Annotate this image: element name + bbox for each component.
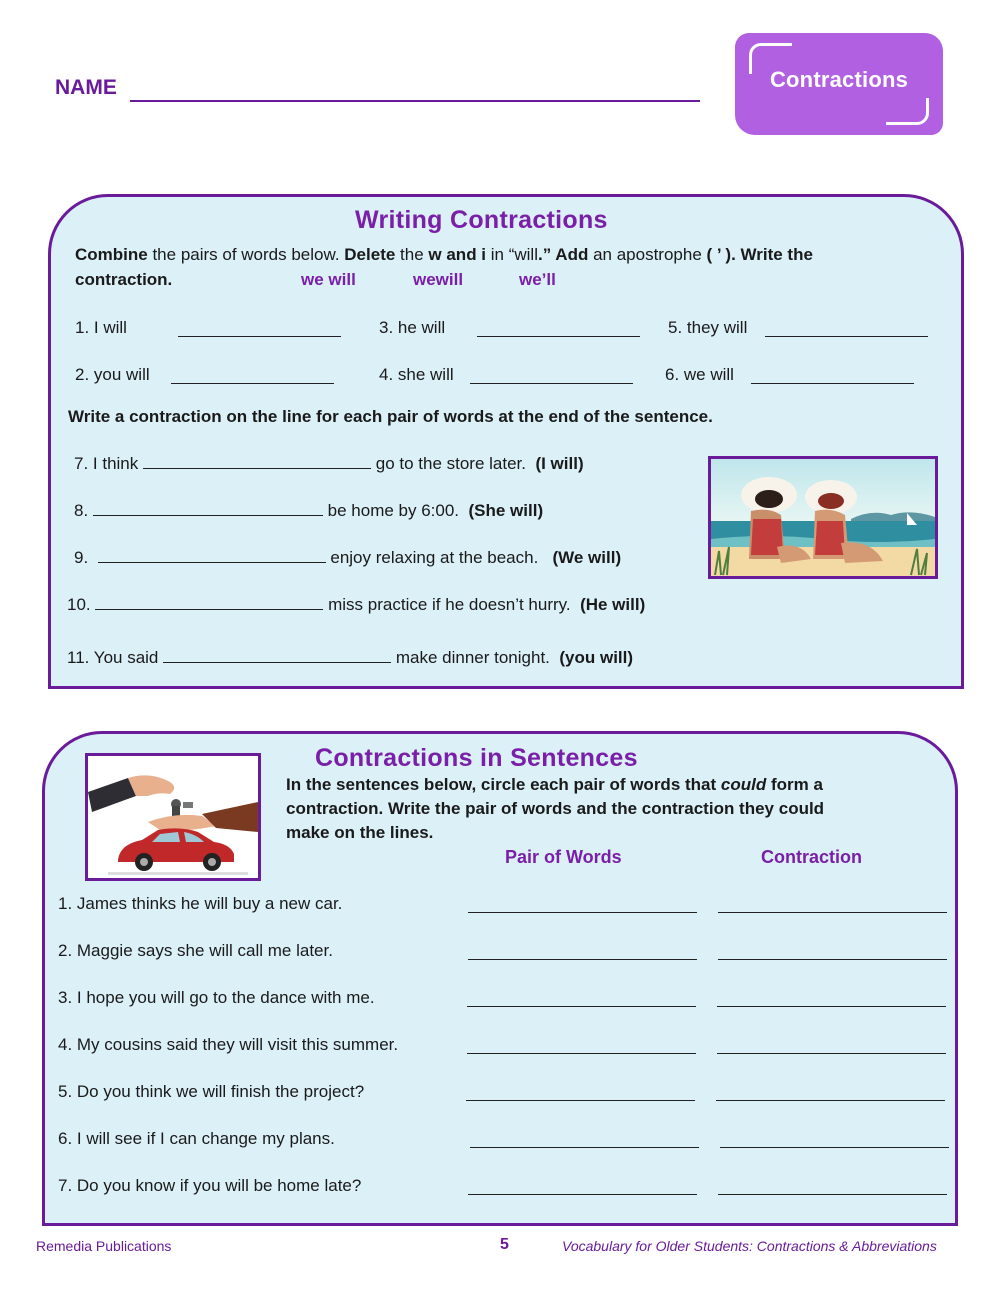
section1-sub-instruction: Write a contraction on the line for each pair of words at the end of the sentence.	[68, 407, 713, 426]
pair-answer-line[interactable]	[470, 1147, 699, 1148]
contraction-answer-line[interactable]	[718, 959, 947, 960]
sentence-item: 7. Do you know if you will be home late?	[58, 1176, 362, 1195]
answer-line[interactable]	[751, 383, 914, 384]
sentence-row: 10. miss practice if he doesn’t hurry. (He will)	[67, 595, 646, 614]
pair-item: 5. they will	[668, 318, 748, 337]
answer-line[interactable]	[93, 514, 323, 516]
contraction-answer-line[interactable]	[720, 1147, 949, 1148]
footer-book-title: Vocabulary for Older Students: Contractions & Abbreviations	[562, 1238, 937, 1254]
sentence-item: 4. My cousins said they will visit this summer.	[58, 1035, 399, 1054]
section1-title: Writing Contractions	[355, 206, 608, 234]
sentence-item: 1. James thinks he will buy a new car.	[58, 894, 343, 913]
sentence-row: 8. be home by 6:00. (She will)	[74, 501, 544, 520]
sentence-item: 6. I will see if I can change my plans.	[58, 1129, 335, 1148]
answer-line[interactable]	[178, 336, 341, 337]
beach-scene-svg	[711, 459, 935, 576]
footer-page-number: 5	[500, 1236, 509, 1253]
contraction-answer-line[interactable]	[718, 912, 947, 913]
contraction-answer-line[interactable]	[716, 1100, 945, 1101]
example-pair: we will	[301, 270, 356, 289]
contraction-answer-line[interactable]	[717, 1006, 946, 1007]
pair-item: 1. I will	[75, 318, 127, 337]
section2-title: Contractions in Sentences	[315, 744, 638, 772]
pair-item: 3. he will	[379, 318, 446, 337]
sentence-row: 11. You said make dinner tonight. (you will)	[67, 648, 634, 667]
pair-answer-line[interactable]	[468, 959, 697, 960]
section1-instructions-line2: contraction.	[75, 270, 173, 289]
pair-item: 6. we will	[665, 365, 734, 384]
answer-line[interactable]	[470, 383, 633, 384]
answer-line[interactable]	[95, 608, 323, 610]
sentence-row: 7. I think go to the store later. (I will)	[74, 454, 584, 473]
contraction-answer-line[interactable]	[717, 1053, 946, 1054]
contraction-answer-line[interactable]	[718, 1194, 947, 1195]
name-label: NAME	[55, 76, 117, 99]
topic-badge-label: Contractions	[769, 67, 909, 92]
pair-answer-line[interactable]	[466, 1100, 695, 1101]
name-input-line[interactable]	[130, 100, 700, 102]
example-contraction: we’ll	[519, 270, 556, 289]
badge-curl-decoration	[886, 98, 929, 125]
example-joined: wewill	[413, 270, 464, 289]
sentence-item: 2. Maggie says she will call me later.	[58, 941, 333, 960]
pair-answer-line[interactable]	[468, 1194, 697, 1195]
column-header-pair-of-words: Pair of Words	[505, 847, 622, 867]
car-keys-svg	[88, 756, 258, 878]
answer-line[interactable]	[163, 661, 391, 663]
car-keys-illustration	[85, 753, 261, 881]
answer-line[interactable]	[143, 467, 371, 469]
answer-line[interactable]	[765, 336, 928, 337]
section2-instructions-line2: contraction. Write the pair of words and the contraction they could	[286, 799, 825, 818]
topic-badge	[735, 33, 943, 135]
answer-line[interactable]	[477, 336, 640, 337]
pair-answer-line[interactable]	[467, 1053, 696, 1054]
beach-illustration	[708, 456, 938, 579]
sentence-item: 5. Do you think we will finish the project?	[58, 1082, 365, 1101]
answer-line[interactable]	[98, 561, 326, 563]
pair-item: 2. you will	[75, 365, 150, 384]
section2-instructions-line3: make on the lines.	[286, 823, 434, 842]
column-header-contraction: Contraction	[761, 847, 862, 867]
pair-answer-line[interactable]	[468, 912, 697, 913]
sentence-item: 3. I hope you will go to the dance with me.	[58, 988, 375, 1007]
pair-item: 4. she will	[379, 365, 454, 384]
section1-instructions: Combine the pairs of words below. Delete the w and i in “will.” Add an apostrophe ( ’ ). Write the	[75, 245, 813, 264]
answer-line[interactable]	[171, 383, 334, 384]
sentence-row: 9. enjoy relaxing at the beach. (We will)	[74, 548, 622, 567]
pair-answer-line[interactable]	[467, 1006, 696, 1007]
footer-publisher: Remedia Publications	[36, 1238, 172, 1254]
section2-instructions: In the sentences below, circle each pair of words that could form a	[286, 775, 823, 794]
